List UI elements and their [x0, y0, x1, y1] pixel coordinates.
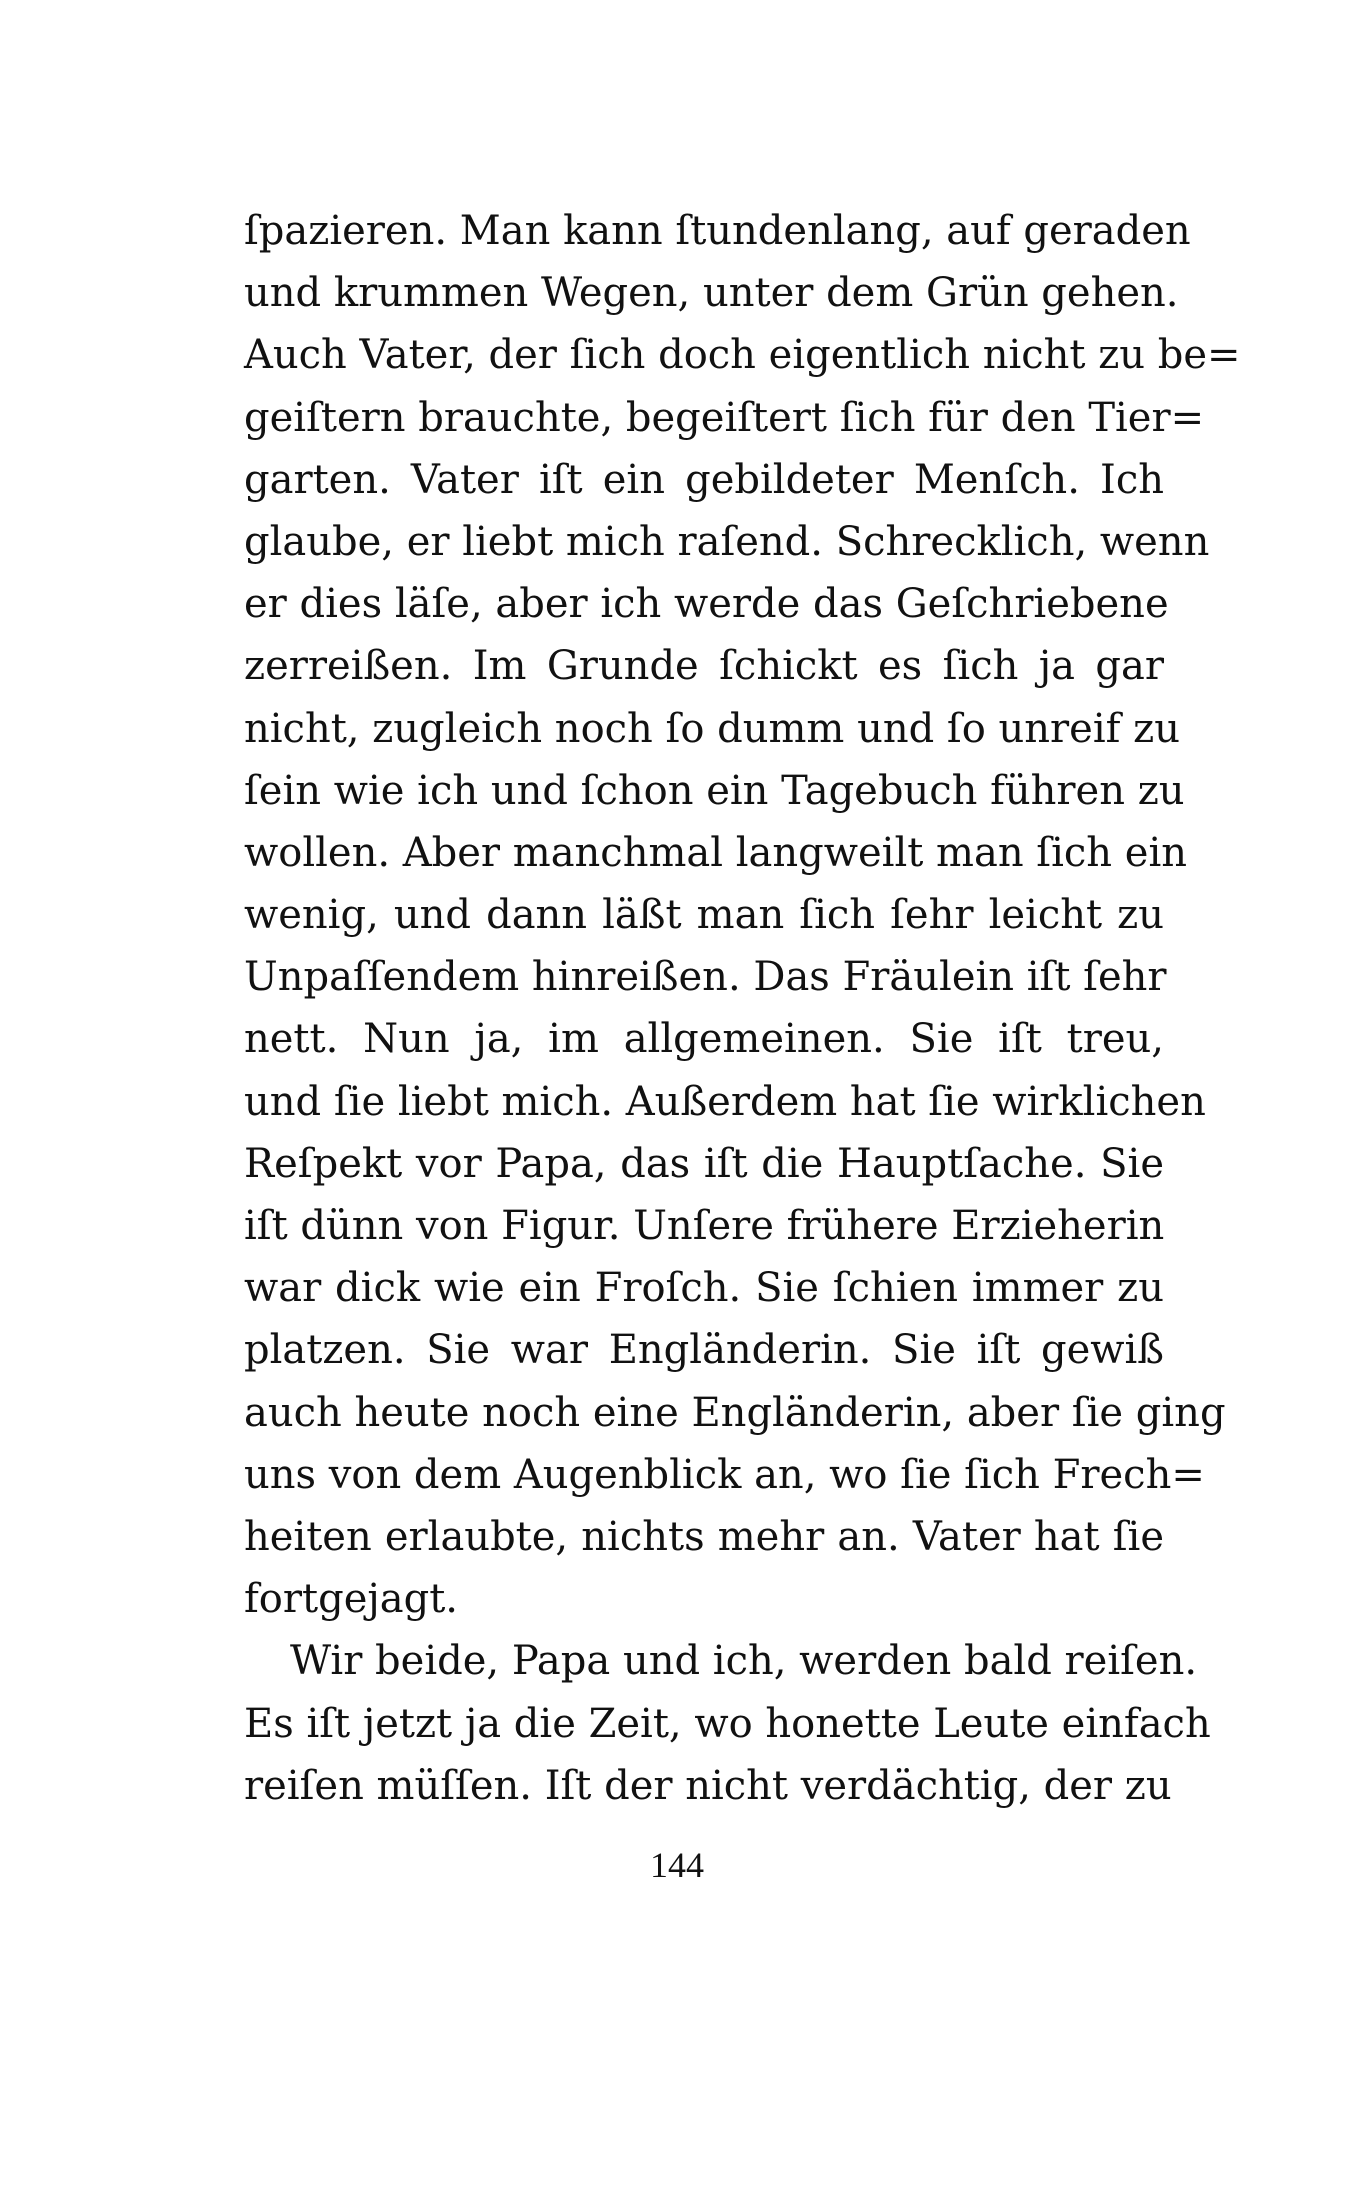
text-line: Auch Vater, der ſich doch eigentlich nicht zu be=: [244, 332, 1241, 379]
text-line: und ſie liebt mich. Außerdem hat ſie wirklichen: [244, 1078, 1206, 1125]
text-line: ſein wie ich und ſchon ein Tagebuch führen zu: [244, 767, 1185, 814]
text-line: glaube, er liebt mich raſend. Schrecklich, wenn: [244, 518, 1210, 565]
text-line: Reſpekt vor Papa, das iſt die Hauptſache. Sie: [244, 1140, 1164, 1187]
text-line: zerreißen. Im Grunde ſchickt es ſich ja gar: [244, 643, 1164, 690]
text-line: wenig, und dann läßt man ſich ſehr leicht zu: [244, 892, 1164, 939]
text-line: nett. Nun ja, im allgemeinen. Sie iſt treu,: [244, 1016, 1164, 1063]
text-line: Es iſt jetzt ja die Zeit, wo honette Leute einfach: [244, 1700, 1211, 1747]
text-line: uns von dem Augenblick an, wo ſie ſich Frech=: [244, 1451, 1205, 1498]
text-line: geiſtern brauchte, begeiſtert ſich für den Tier=: [244, 394, 1205, 441]
text-line: Unpaſſendem hinreißen. Das Fräulein iſt ſehr: [244, 954, 1167, 1001]
text-line: war dick wie ein Froſch. Sie ſchien immer zu: [244, 1265, 1164, 1312]
text-line: iſt dünn von Figur. Unſere frühere Erzieherin: [244, 1203, 1165, 1249]
text-line: garten. Vater iſt ein gebildeter Menſch. Ich: [244, 456, 1164, 503]
text-line: er dies läſe, aber ich werde das Geſchriebene: [244, 581, 1169, 628]
text-line: platzen. Sie war Engländerin. Sie iſt gewiß: [244, 1327, 1164, 1374]
body-text: [244, 200, 1241, 1817]
text-line: reiſen müſſen. Iſt der nicht verdächtig, der zu: [244, 1762, 1172, 1809]
text-line: fortgejagt.: [244, 1576, 459, 1623]
text-line: nicht, zugleich noch ſo dumm und ſo unreif zu: [244, 705, 1180, 752]
text-line: und krummen Wegen, unter dem Grün gehen.: [244, 270, 1179, 317]
text-line: wollen. Aber manchmal langweilt man ſich ein: [244, 829, 1188, 876]
text-line: auch heute noch eine Engländerin, aber ſie ging: [244, 1389, 1226, 1436]
text-line: heiten erlaubte, nichts mehr an. Vater hat ſie: [244, 1513, 1164, 1560]
text-line: ſpazieren. Man kann ſtundenlang, auf geraden: [244, 208, 1191, 254]
text-line: Wir beide, Papa und ich, werden bald reiſen.: [290, 1638, 1198, 1685]
page-number: 144: [650, 1845, 704, 1885]
